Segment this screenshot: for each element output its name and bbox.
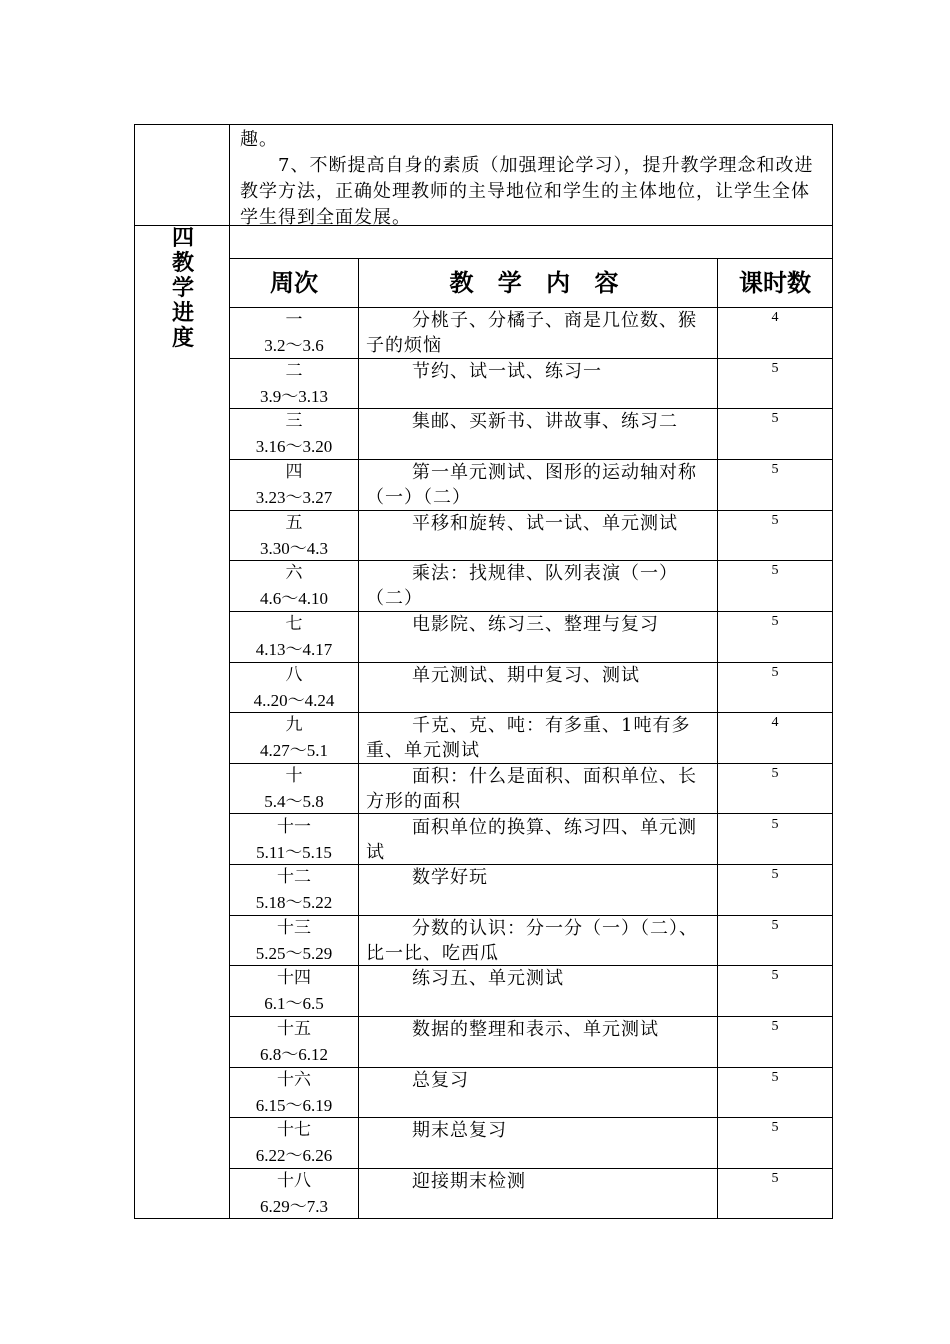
week-dates: 6.1～6.5	[264, 994, 324, 1014]
week-dates: 6.29～7.3	[260, 1197, 328, 1217]
week-dates: 3.30～4.3	[260, 538, 328, 558]
week-dates: 6.15～6.19	[255, 1095, 333, 1115]
week-dates: 4.6～4.10	[260, 589, 328, 609]
section-label-char: 进	[171, 301, 194, 326]
content-cell: 数据的整理和表示、单元测试	[412, 1019, 659, 1041]
table-row	[230, 460, 832, 510]
table-row	[230, 916, 832, 966]
content-cell: 面积单位的换算、练习四、单元测试	[366, 816, 697, 863]
content-cell: 迎接期末检测	[412, 1171, 526, 1193]
week-cell	[230, 1017, 358, 1067]
hours-cell: 5	[771, 1171, 779, 1187]
table-row	[230, 663, 832, 713]
week-dates: 3.2～3.6	[264, 336, 324, 355]
week-cell	[230, 916, 358, 966]
section-label-char: 度	[171, 326, 194, 351]
week-cell	[230, 409, 358, 459]
hours-cell: 4	[771, 310, 779, 325]
content-cell: 乘法：找规律、队列表演（一）（二）	[366, 563, 678, 610]
week-cell	[230, 612, 358, 662]
week-number: 二	[285, 360, 303, 381]
header-content: 教 学 内 容	[449, 269, 627, 297]
content-cell: 分桃子、分橘子、商是几位数、猴子的烦恼	[366, 310, 697, 356]
week-number: 五	[285, 512, 303, 533]
week-dates: 5.18～5.22	[255, 893, 333, 913]
table-row	[230, 966, 832, 1016]
hours-cell: 5	[771, 1019, 779, 1035]
hours-cell: 5	[771, 512, 779, 528]
week-number: 十三	[277, 917, 311, 938]
hours-cell: 5	[771, 765, 779, 781]
hours-cell: 5	[771, 360, 779, 376]
week-cell	[230, 460, 358, 510]
week-number: 十一	[277, 816, 311, 837]
table-row	[230, 359, 832, 409]
table-row	[230, 713, 832, 763]
goals-text	[240, 127, 828, 231]
content-cell: 千克、克、吨：有多重、1吨有多重、单元测试	[366, 715, 691, 762]
goals-line-1: 趣。	[240, 129, 278, 150]
content-cell: 节约、试一试、练习一	[412, 360, 602, 382]
content-cell: 面积：什么是面积、面积单位、长方形的面积	[366, 765, 697, 812]
content-cell: 练习五、单元测试	[412, 968, 564, 990]
week-number: 十四	[277, 968, 311, 989]
content-cell: 第一单元测试、图形的运动轴对称（一）（二）	[366, 461, 697, 508]
week-number: 四	[285, 461, 303, 482]
hours-cell: 5	[771, 1120, 779, 1136]
hours-cell: 5	[771, 917, 779, 933]
table-row	[230, 1017, 832, 1067]
week-number: 六	[285, 563, 303, 584]
header-hours: 课时数	[739, 269, 811, 297]
section-label-teaching-schedule	[168, 226, 198, 351]
table-row	[230, 1068, 832, 1118]
week-number: 十	[285, 765, 303, 786]
week-number: 七	[285, 613, 303, 634]
week-cell	[230, 966, 358, 1016]
table-row	[230, 764, 832, 814]
week-dates: 3.16～3.20	[255, 437, 333, 457]
hours-cell: 4	[771, 715, 779, 731]
content-cell: 分数的认识：分一分（一）（二）、比一比、吃西瓜	[366, 917, 698, 964]
week-cell	[230, 1068, 358, 1118]
content-cell: 平移和旋转、试一试、单元测试	[412, 512, 678, 534]
week-number: 十六	[277, 1069, 311, 1090]
hours-cell: 5	[771, 1069, 779, 1085]
week-cell	[230, 663, 358, 713]
week-cell	[230, 561, 358, 611]
hours-cell: 5	[771, 867, 779, 883]
week-dates: 4..20～4.24	[253, 690, 335, 710]
week-cell	[230, 865, 358, 915]
week-dates: 5.25～5.29	[255, 943, 333, 963]
week-cell	[230, 308, 358, 358]
table-row	[230, 511, 832, 561]
table-row	[230, 612, 832, 662]
week-number: 十八	[277, 1171, 311, 1192]
hours-cell: 5	[771, 816, 779, 832]
content-cell: 集邮、买新书、讲故事、练习二	[412, 411, 678, 433]
week-dates: 4.13～4.17	[255, 639, 333, 659]
hours-cell: 5	[771, 613, 779, 629]
week-cell	[230, 764, 358, 814]
header-week: 周次	[270, 269, 318, 297]
hours-cell: 5	[771, 411, 779, 427]
section-label-char: 学	[171, 276, 194, 301]
week-number: 一	[285, 310, 303, 330]
table-row	[230, 1118, 832, 1168]
content-cell: 数学好玩	[412, 867, 488, 889]
week-number: 八	[285, 664, 303, 685]
week-number: 九	[285, 715, 303, 736]
week-number: 十五	[277, 1019, 311, 1040]
table-row	[230, 409, 832, 459]
week-cell	[230, 1169, 358, 1219]
section-label-char: 教	[171, 251, 194, 276]
week-dates: 3.23～3.27	[255, 487, 333, 507]
week-cell	[230, 713, 358, 763]
hours-cell: 5	[771, 968, 779, 984]
week-cell	[230, 1118, 358, 1168]
hours-cell: 5	[771, 563, 779, 579]
week-dates: 6.22～6.26	[255, 1146, 333, 1166]
hours-cell: 5	[771, 461, 779, 477]
week-dates: 3.9～3.13	[260, 386, 328, 406]
section-label-char: 四	[171, 226, 194, 251]
content-cell: 期末总复习	[412, 1120, 507, 1142]
week-cell	[230, 511, 358, 561]
week-dates: 5.11～5.15	[256, 842, 332, 862]
content-cell: 总复习	[412, 1069, 469, 1091]
week-number: 十二	[277, 867, 311, 888]
week-dates: 5.4～5.8	[264, 791, 324, 811]
week-dates: 4.27～5.1	[260, 741, 328, 761]
content-cell: 单元测试、期中复习、测试	[412, 664, 640, 686]
week-dates: 6.8～6.12	[260, 1045, 328, 1065]
table-row	[230, 308, 832, 358]
table-row	[230, 1169, 832, 1219]
content-cell: 电影院、练习三、整理与复习	[412, 613, 659, 635]
week-number: 十七	[277, 1120, 311, 1141]
goals-item-7: 7、不断提高自身的素质（加强理论学习），提升教学理念和改进教学方法，正确处理教师的主导地位和学生的主体地位，让学生全体学生得到全面发展。	[240, 155, 814, 228]
hours-cell: 5	[771, 664, 779, 680]
table-row	[230, 561, 832, 611]
week-cell	[230, 359, 358, 409]
table-row	[230, 815, 832, 865]
table-row	[230, 865, 832, 915]
week-number: 三	[285, 411, 303, 432]
week-cell	[230, 815, 358, 865]
